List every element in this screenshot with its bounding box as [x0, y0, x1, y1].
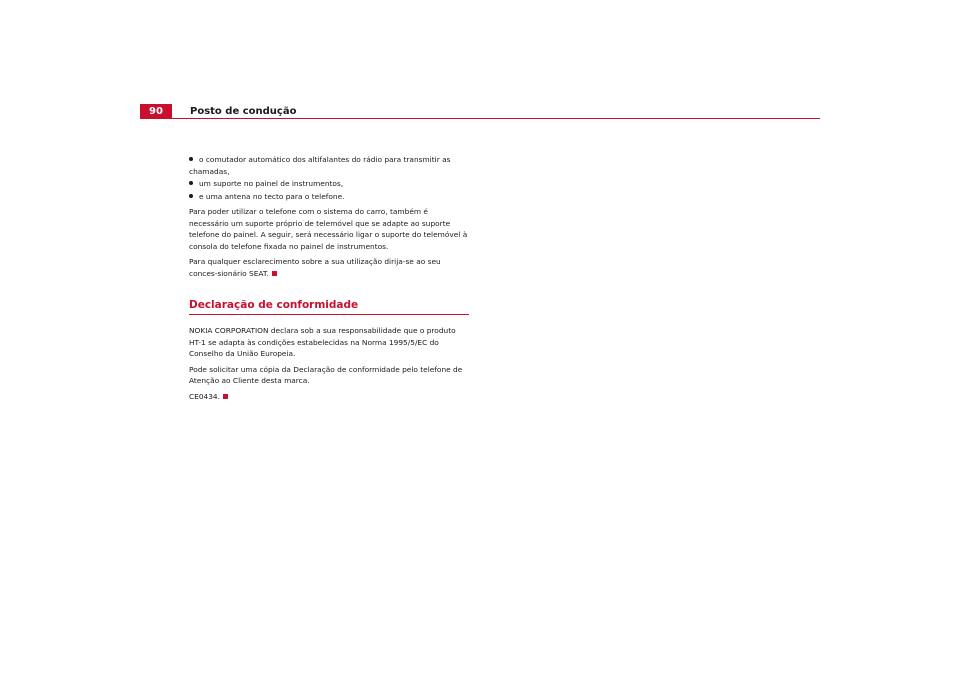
running-title: Posto de condução [190, 106, 297, 117]
paragraph: Pode solicitar uma cópia da Declaração de conformidade pelo telefone de Atenção ao Cliente desta marca. [189, 364, 463, 385]
paragraph-text: Para qualquer esclarecimento sobre a sua utilização dirija-se ao seu conces-sionário SEAT. [189, 257, 441, 278]
section-body [189, 325, 469, 402]
paragraph: Para poder utilizar o telefone com o sistema do carro, também é necessário um suporte próprio de telemóvel que se adapte ao suporte telefone do painel. A seguir, será necessário ligar o suporte do telemóvel à consola do telefone fixada no painel de instrumentos. [189, 207, 468, 251]
bullet-icon [189, 194, 193, 198]
bullet-item [189, 191, 469, 203]
text-column [189, 154, 469, 402]
bullet-item [189, 154, 469, 177]
paragraph: NOKIA CORPORATION declara sob a sua responsabilidade que o produto HT-1 se adapta às condições estabelecidas na Norma 1995/5/EC do Conselho da União Europeia. [189, 326, 456, 358]
page-number: 90 [140, 104, 172, 119]
section-heading: Declaração de conformidade [189, 298, 469, 315]
bullet-icon [189, 157, 193, 161]
bullet-text: e uma antena no tecto para o telefone. [199, 191, 345, 201]
bullet-item [189, 178, 469, 190]
paragraph [189, 391, 469, 403]
paragraph [189, 256, 469, 279]
bullet-text: o comutador automático dos altifalantes do rádio para transmitir as chamadas, [189, 155, 451, 176]
end-of-section-icon [223, 394, 228, 399]
bullet-icon [189, 181, 193, 185]
header-rule [172, 118, 820, 119]
end-of-section-icon [272, 271, 277, 276]
paragraph-text: CE0434. [189, 391, 220, 401]
bullet-text: um suporte no painel de instrumentos, [199, 179, 344, 188]
